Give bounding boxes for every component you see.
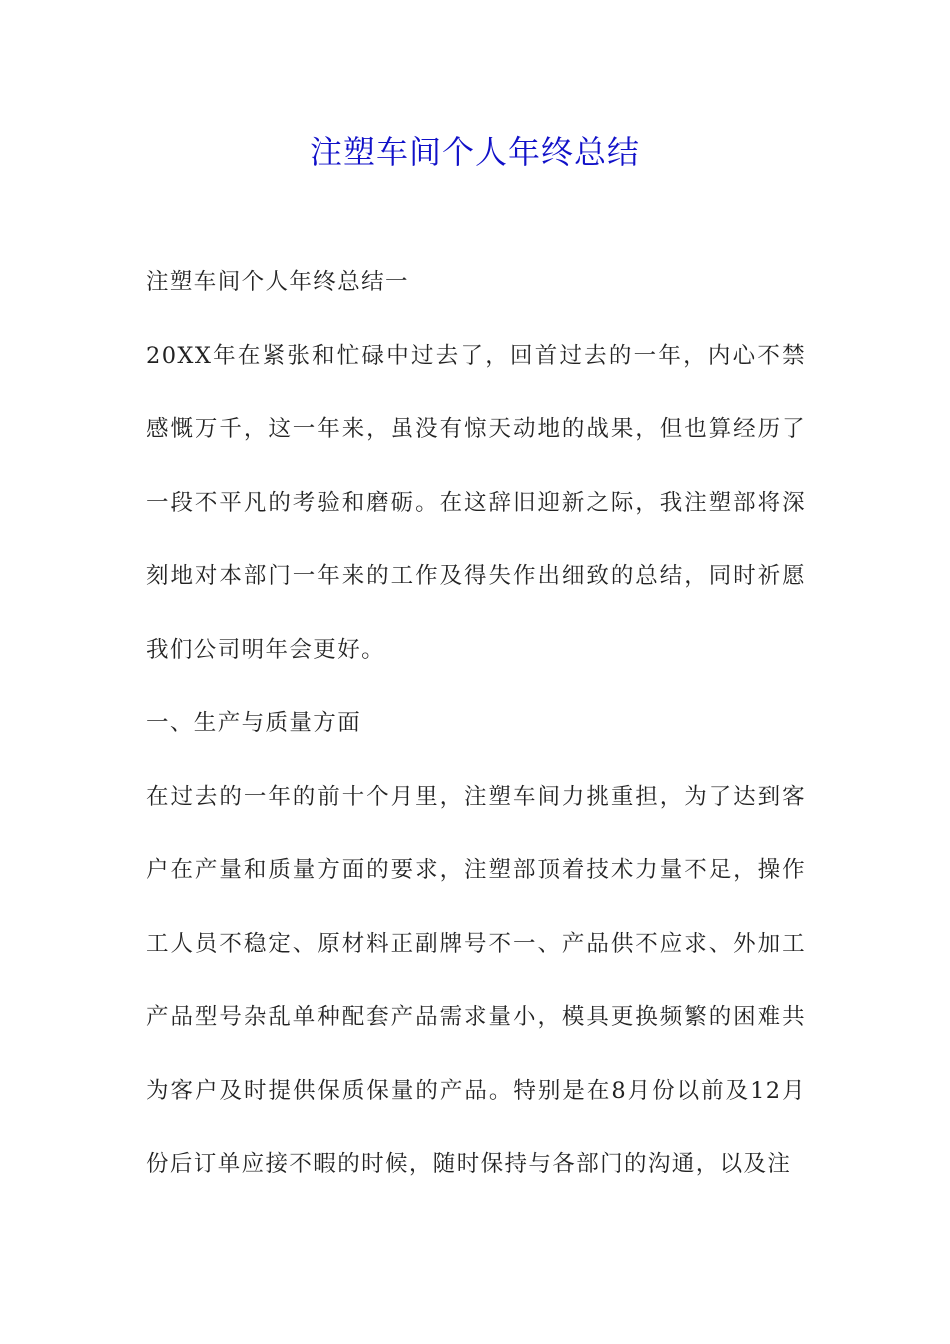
paragraph-production: 在过去的一年的前十个月里，注塑车间力挑重担，为了达到客户在产量和质量方面的要求，注塑部顶着技术力量不足，操作工人员不稳定、原材料正副牌号不一、产品供不应求、外加工产品型号杂乱单种配套产品需求量小，模具更换频繁的困难共为客户及时提供保质保量的产品。特别是在8月份以前及12月份后订单应接不暇的时候，随时保持与各部门的沟通，以及注 [146, 783, 806, 1177]
subheading-production-quality: 一、生产与质量方面 [146, 710, 362, 736]
section-heading: 注塑车间个人年终总结一 [146, 269, 409, 295]
document-title: 注塑车间个人年终总结 [309, 133, 640, 171]
document-body [146, 246, 806, 1202]
paragraph-intro: 20XX年在紧张和忙碌中过去了，回首过去的一年，内心不禁感慨万千，这一年来，虽没有惊天动地的战果，但也算经历了一段不平凡的考验和磨砺。在这辞旧迎新之际，我注塑部将深刻地对本部门一年来的工作及得失作出细致的总结，同时祈愿我们公司明年会更好。 [146, 342, 806, 663]
